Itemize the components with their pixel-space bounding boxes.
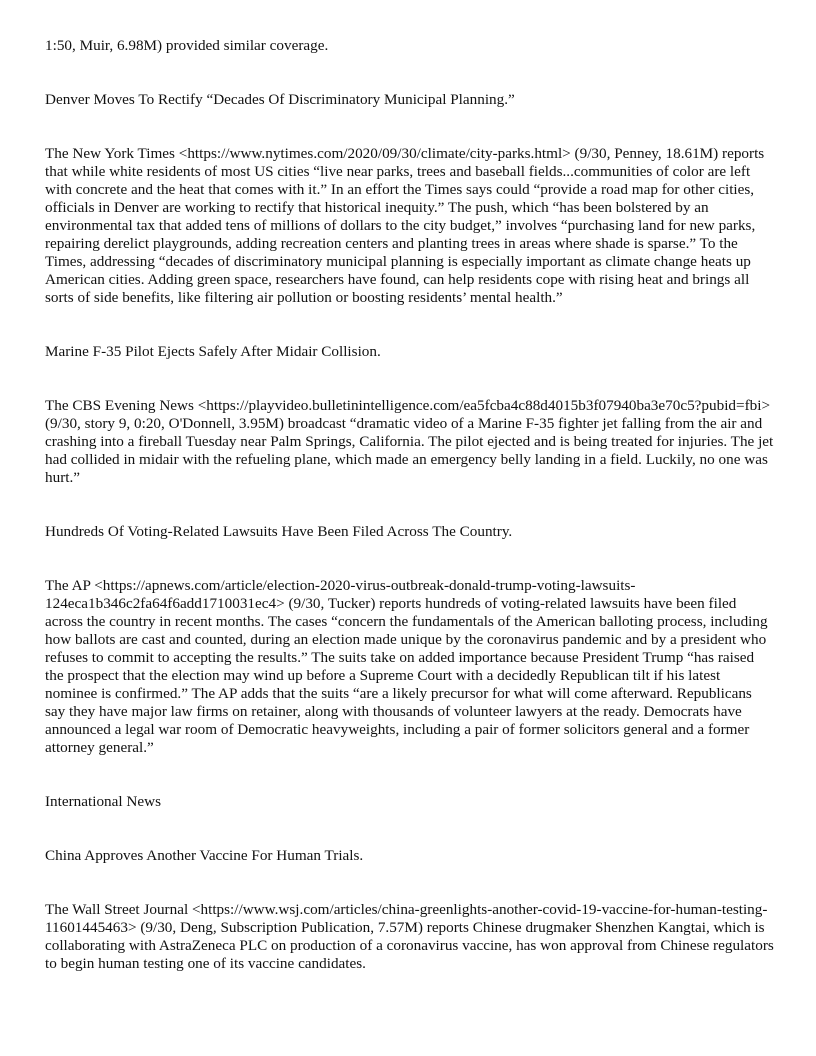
article-nyt-parks: The New York Times <https://www.nytimes.com/2020/09/30/climate/city-parks.html> (9/30, Penney, 18.61M) reports that while white residents of most US cities “live near parks, trees and baseball fields...communities of color are left with concrete and the heat that comes with it.” In an effort the Times says could “provide a road map for other cities, officials in Denver are working to rectify that historical inequity.” The push, which “has been bolstered by an environmental tax that added tens of millions of dollars to the city budget,” involves “purchasing land for new parks, repairing derelict playgrounds, adding recreation centers and planting trees in areas where shade is sparse.” To the Times, addressing “decades of discriminatory municipal planning is especially important as climate change heats up American cities. Adding green space, researchers have found, can help residents cope with rising heat and brings all sorts of side benefits, like filtering air pollution or boosting residents’ mental health.” bbox=[45, 145, 765, 306]
spacer bbox=[45, 811, 775, 847]
spacer bbox=[45, 109, 775, 145]
article-wsj-vaccine: The Wall Street Journal <https://www.wsj.com/articles/china-greenlights-another-covid-19-vaccine-for-human-testing-11601445463> (9/30, Deng, Subscription Publication, 7.57M) reports Chinese drugmaker Shenzhen Kangtai, which is collaborating with AstraZeneca PLC on production of a coronavirus vaccine, has won approval from Chinese regulators to begin human testing one of its vaccine candidates. bbox=[45, 901, 774, 972]
spacer bbox=[45, 361, 775, 397]
paragraph-continuation: 1:50, Muir, 6.98M) provided similar coverage. bbox=[45, 37, 329, 54]
spacer bbox=[45, 307, 775, 343]
headline-lawsuits: Hundreds Of Voting-Related Lawsuits Have Been Filed Across The Country. bbox=[45, 523, 513, 540]
spacer bbox=[45, 757, 775, 793]
article-ap-lawsuits: The AP <https://apnews.com/article/election-2020-virus-outbreak-donald-trump-voting-lawsuits-124eca1b346c2fa64f6add1710031ec4> (9/30, Tucker) reports hundreds of voting-related lawsuits have been filed across the country in recent months. The cases “concern the fundamentals of the American balloting process, including how ballots are cast and counted, during an election made unique by the coronavirus pandemic and by a president who refuses to commit to accepting the results.” The suits take on added importance because President Trump “has raised the prospect that the election may wind up before a Supreme Court with a decidedly Republican tilt if his latest nominee is confirmed.” The AP adds that the suits “are a likely precursor for what will come afterward. Republicans say they have major law firms on retainer, along with thousands of volunteer lawyers at the ready. Democrats have announced a legal war room of Democratic heavyweights, including a pair of former solicitors general and a former attorney general.” bbox=[45, 577, 768, 756]
article-cbs-f35: The CBS Evening News <https://playvideo.bulletinintelligence.com/ea5fcba4c88d4015b3f07940ba3e70c5?pubid=fbi> (9/30, story 9, 0:20, O'Donnell, 3.95M) broadcast “dramatic video of a Marine F-35 fighter jet falling from the air and crashing into a fireball Tuesday near Palm Springs, California. The pilot ejected and is being treated for injuries. The jet had collided in midair with the refueling plane, which made an emergency belly landing in a field. Luckily, no one was hurt.” bbox=[45, 397, 774, 486]
headline-f35: Marine F-35 Pilot Ejects Safely After Midair Collision. bbox=[45, 343, 381, 360]
spacer bbox=[45, 541, 775, 577]
spacer bbox=[45, 865, 775, 901]
section-heading-international: International News bbox=[45, 793, 161, 810]
headline-denver: Denver Moves To Rectify “Decades Of Discriminatory Municipal Planning.” bbox=[45, 91, 515, 108]
headline-china-vaccine: China Approves Another Vaccine For Human Trials. bbox=[45, 847, 364, 864]
spacer bbox=[45, 487, 775, 523]
spacer bbox=[45, 55, 775, 91]
document-page bbox=[45, 37, 775, 973]
